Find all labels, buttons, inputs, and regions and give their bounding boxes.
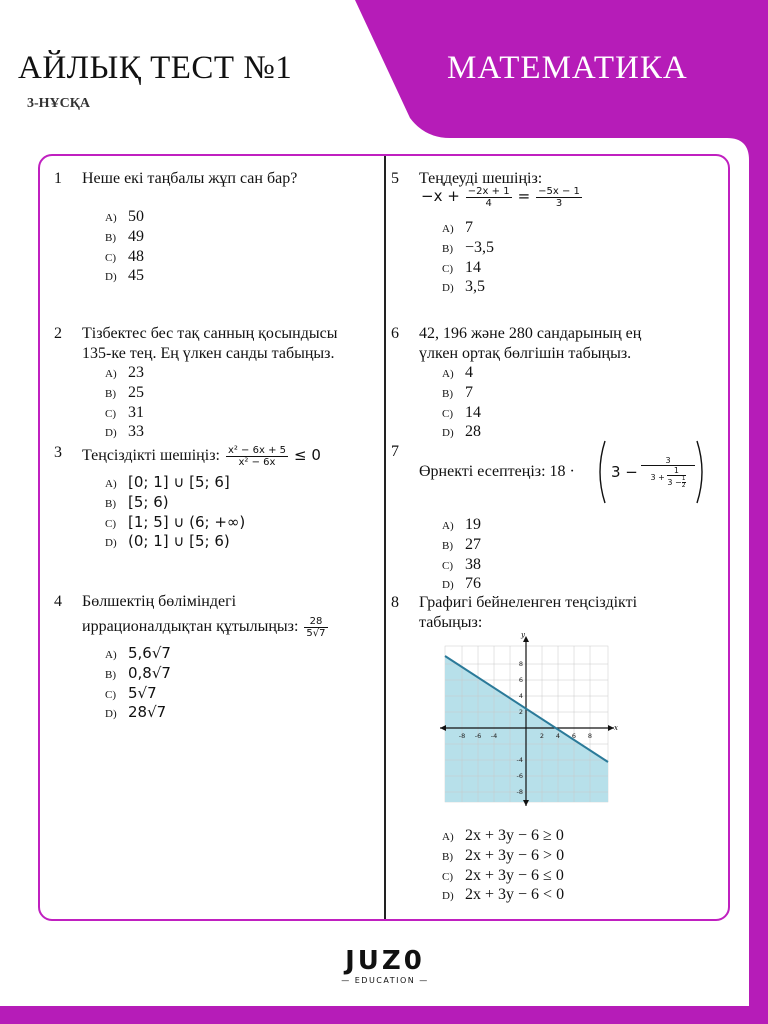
y-tick-label: 4 <box>518 692 523 700</box>
equation: −x + $\frac{-2x + 1}{4}$ = $\frac{-5x - 1}{3}$ <box>421 186 580 209</box>
x-tick-label: 4 <box>555 732 561 740</box>
question-number: 7 <box>391 443 399 460</box>
x-axis-label: x <box>614 724 618 732</box>
options-list <box>442 515 481 594</box>
option-a[interactable]: A) 4 <box>442 364 473 381</box>
option-d[interactable]: D) (0; 1] ∪ [5; 6) <box>105 532 230 551</box>
option-a[interactable]: A) 19 <box>442 516 481 533</box>
x-tick-label: -4 <box>490 732 498 740</box>
question-number: 1 <box>54 170 62 187</box>
option-c[interactable]: C) [1; 5] ∪ (6; +∞) <box>105 512 246 531</box>
question-text: Графигі бейнеленген теңсіздікті табыңыз: <box>419 594 638 631</box>
right-paren <box>695 440 707 504</box>
options-list <box>442 363 481 442</box>
logo-subtitle: — EDUCATION — <box>341 976 429 985</box>
x-tick-label: 6 <box>571 732 577 740</box>
question-text: 42, 196 және 280 сандарының ең үлкен ортақ бөлгішін табыңыз. <box>419 325 642 362</box>
option-d[interactable]: D) 3,5 <box>442 278 485 296</box>
x-tick-label: 8 <box>587 732 593 740</box>
test-title: АЙЛЫҚ ТЕСТ №1 <box>18 50 293 86</box>
option-b[interactable]: B) 49 <box>105 227 144 245</box>
y-tick-label: -6 <box>516 772 523 780</box>
column-divider <box>384 156 386 919</box>
y-tick-label: -4 <box>516 756 523 764</box>
option-b[interactable]: B) 25 <box>105 383 144 401</box>
question-text: Теңдеуді шешіңіз: <box>419 170 543 187</box>
question-number: 6 <box>391 325 399 342</box>
option-a[interactable]: A) [0; 1] ∪ [5; 6] <box>105 473 230 491</box>
inequality-graph <box>440 630 620 806</box>
option-a[interactable]: A) 5,6√7 <box>105 644 171 662</box>
left-paren <box>595 440 607 504</box>
inequality-fraction: $\frac{\text{x² − 6x + 5}}{\text{x² − 6x}}$ <box>227 445 286 468</box>
options-list <box>442 218 494 297</box>
fraction: $\frac{28}{5√7}$ <box>306 615 326 639</box>
option-d[interactable]: D) 45 <box>105 267 144 285</box>
question-text: Неше екі таңбалы жұп сан бар? <box>82 170 298 187</box>
x-tick-label: -8 <box>458 732 466 740</box>
option-c[interactable]: C) 14 <box>442 258 481 276</box>
subject-title: МАТЕМАТИКА <box>447 50 688 86</box>
option-c[interactable]: C) 31 <box>105 403 144 421</box>
question-text: Бөлшектің бөліміндегі иррационалдықтан құтылыңыз: $\frac{28}{5√7}$ <box>82 593 326 639</box>
y-axis-label: y <box>521 631 525 639</box>
logo-word: JUZ0 <box>345 946 425 976</box>
question-number: 2 <box>54 325 62 342</box>
option-d[interactable]: D) 2x + 3y − 6 < 0 <box>442 886 565 904</box>
option-c[interactable]: C) 14 <box>442 403 481 421</box>
question-text: Теңсіздікті шешіңіз: $\frac{\text{x² − 6x + 5}}{\text{x² − 6x}}$ ≤ 0 <box>82 445 321 468</box>
option-a[interactable]: A) 7 <box>442 219 473 236</box>
juzo-logo <box>340 948 430 985</box>
option-c[interactable]: C) 48 <box>105 247 144 265</box>
y-tick-label: 6 <box>518 676 523 684</box>
option-b[interactable]: B) 7 <box>442 383 473 401</box>
option-b[interactable]: B) −3,5 <box>442 238 495 256</box>
nested-fraction: 3 3 + 1 3 − $\frac{1}{2}$ <box>641 456 695 489</box>
y-tick-label: 8 <box>518 660 523 668</box>
option-d[interactable]: D) 76 <box>442 575 481 593</box>
y-tick-label: -8 <box>516 788 523 796</box>
questions-card <box>38 154 730 921</box>
options-list <box>105 363 144 442</box>
x-tick-label: 2 <box>539 732 545 740</box>
question-text: Тізбектес бес тақ санның қосындысы 135-ке тең. Ең үлкен санды табыңыз. <box>82 325 338 362</box>
options-list <box>105 207 144 286</box>
option-a[interactable]: A) 2x + 3y − 6 ≥ 0 <box>442 827 564 844</box>
option-c[interactable]: C) 2x + 3y − 6 ≤ 0 <box>442 866 564 884</box>
question-number: 3 <box>54 444 62 461</box>
option-d[interactable]: D) 33 <box>105 423 144 441</box>
option-a[interactable]: A) 23 <box>105 364 144 381</box>
option-b[interactable]: B) [5; 6) <box>105 492 169 511</box>
question-number: 5 <box>391 170 399 187</box>
x-tick-label: -6 <box>474 732 482 740</box>
options-list <box>442 826 564 905</box>
option-c[interactable]: C) 5√7 <box>105 683 157 702</box>
option-c[interactable]: C) 38 <box>442 555 481 573</box>
option-d[interactable]: D) 28 <box>442 423 481 441</box>
option-d[interactable]: D) 28√7 <box>105 703 167 722</box>
option-a[interactable]: A) 50 <box>105 208 144 225</box>
options-list <box>105 473 245 552</box>
y-tick-label: 2 <box>518 708 523 716</box>
expression: Өрнекті есептеңіз: 18 · 3 − 3 3 + 1 3 − $\frac{1}{2}$ <box>419 440 719 504</box>
variant-label: 3-НҰСҚА <box>27 96 91 111</box>
option-b[interactable]: B) 27 <box>442 535 481 553</box>
option-b[interactable]: B) 0,8√7 <box>105 663 171 682</box>
question-number: 8 <box>391 594 399 611</box>
option-b[interactable]: B) 2x + 3y − 6 > 0 <box>442 846 565 864</box>
options-list <box>105 644 171 723</box>
question-number: 4 <box>54 593 62 610</box>
